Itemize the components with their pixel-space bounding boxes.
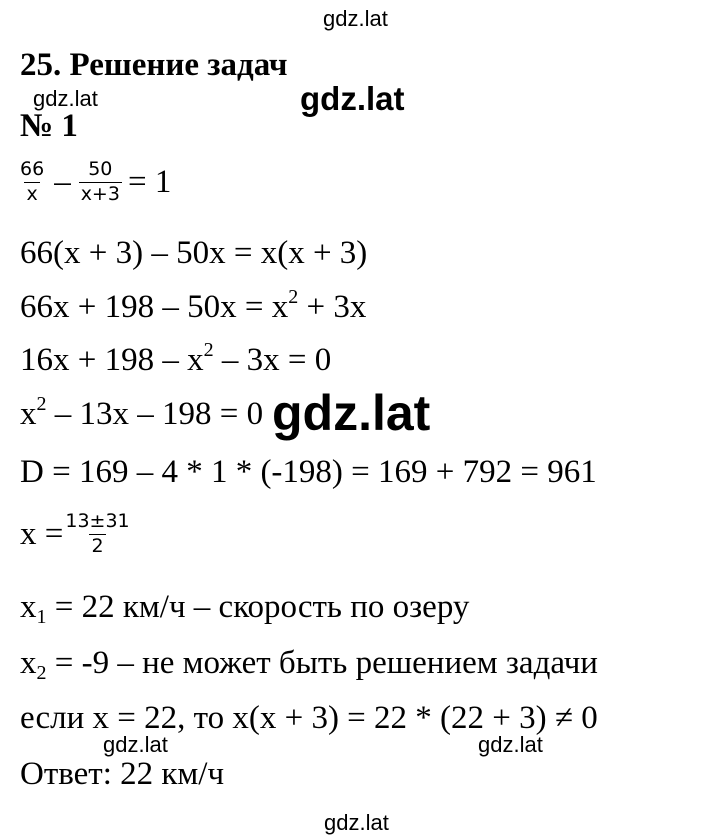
answer-line: Ответ: 22 км/ч: [20, 756, 225, 792]
line-8-text: = 22 км/ч – скорость по озеру: [46, 589, 470, 625]
equation-line-7: [20, 510, 132, 559]
line-8-var: x: [20, 589, 37, 625]
fraction-numerator: 66: [20, 158, 45, 180]
line-4-part-a: 16x + 198 – x: [20, 342, 204, 378]
fraction-numerator: 50: [88, 158, 113, 180]
problem-number: № 1: [20, 108, 78, 144]
fraction-66-over-x: [18, 158, 46, 207]
watermark-bottom-left: gdz.lat: [103, 732, 168, 757]
equation-line-8: [20, 589, 470, 628]
watermark-bottom-right: gdz.lat: [478, 732, 543, 757]
line-9-var: x: [20, 645, 37, 681]
fraction-50-over-x-plus-3: [79, 158, 122, 207]
watermark-big: gdz.lat: [272, 385, 431, 441]
equation-line-10: если x = 22, то x(x + 3) = 22 * (22 + 3) ≠ 0: [20, 700, 598, 736]
fraction-denominator: x+3: [80, 182, 120, 205]
fraction-13-pm-31-over-2: [63, 510, 131, 559]
line-5-part-b: – 13x – 198 = 0: [46, 396, 264, 432]
watermark-footer: gdz.lat: [324, 810, 389, 835]
minus-sign: –: [54, 163, 71, 200]
line-3-part-a: 66x + 198 – 50x = x: [20, 289, 289, 325]
equation-line-2: 66(x + 3) – 50x = x(x + 3): [20, 235, 368, 271]
exponent: 2: [288, 286, 299, 308]
line-7-lhs: x =: [20, 515, 64, 552]
fraction-numerator: 13±31: [65, 510, 130, 532]
exponent: 2: [36, 393, 47, 415]
line-5-part-a: x: [20, 396, 37, 432]
watermark-top: gdz.lat: [323, 6, 388, 31]
fraction-denominator: x: [26, 182, 38, 205]
equation-line-4: [20, 339, 332, 378]
equation-line-9: [20, 645, 598, 684]
exponent: 2: [203, 339, 214, 361]
line-9-text: = -9 – не может быть решением задачи: [46, 645, 598, 681]
fraction-denominator: 2: [91, 534, 104, 557]
subscript: 1: [36, 606, 47, 628]
watermark-center: gdz.lat: [300, 80, 405, 117]
equation-rhs: = 1: [127, 163, 172, 200]
equation-line-5: [20, 393, 264, 432]
section-title: 25. Решение задач: [20, 47, 288, 83]
line-3-part-b: + 3x: [298, 289, 367, 325]
equation-line-3: [20, 286, 367, 325]
equation-line-6: D = 169 – 4 * 1 * (-198) = 169 + 792 = 961: [20, 454, 597, 490]
watermark-left: gdz.lat: [33, 86, 98, 111]
subscript: 2: [36, 662, 47, 684]
equation-line-1: [18, 158, 171, 207]
line-4-part-b: – 3x = 0: [213, 342, 332, 378]
